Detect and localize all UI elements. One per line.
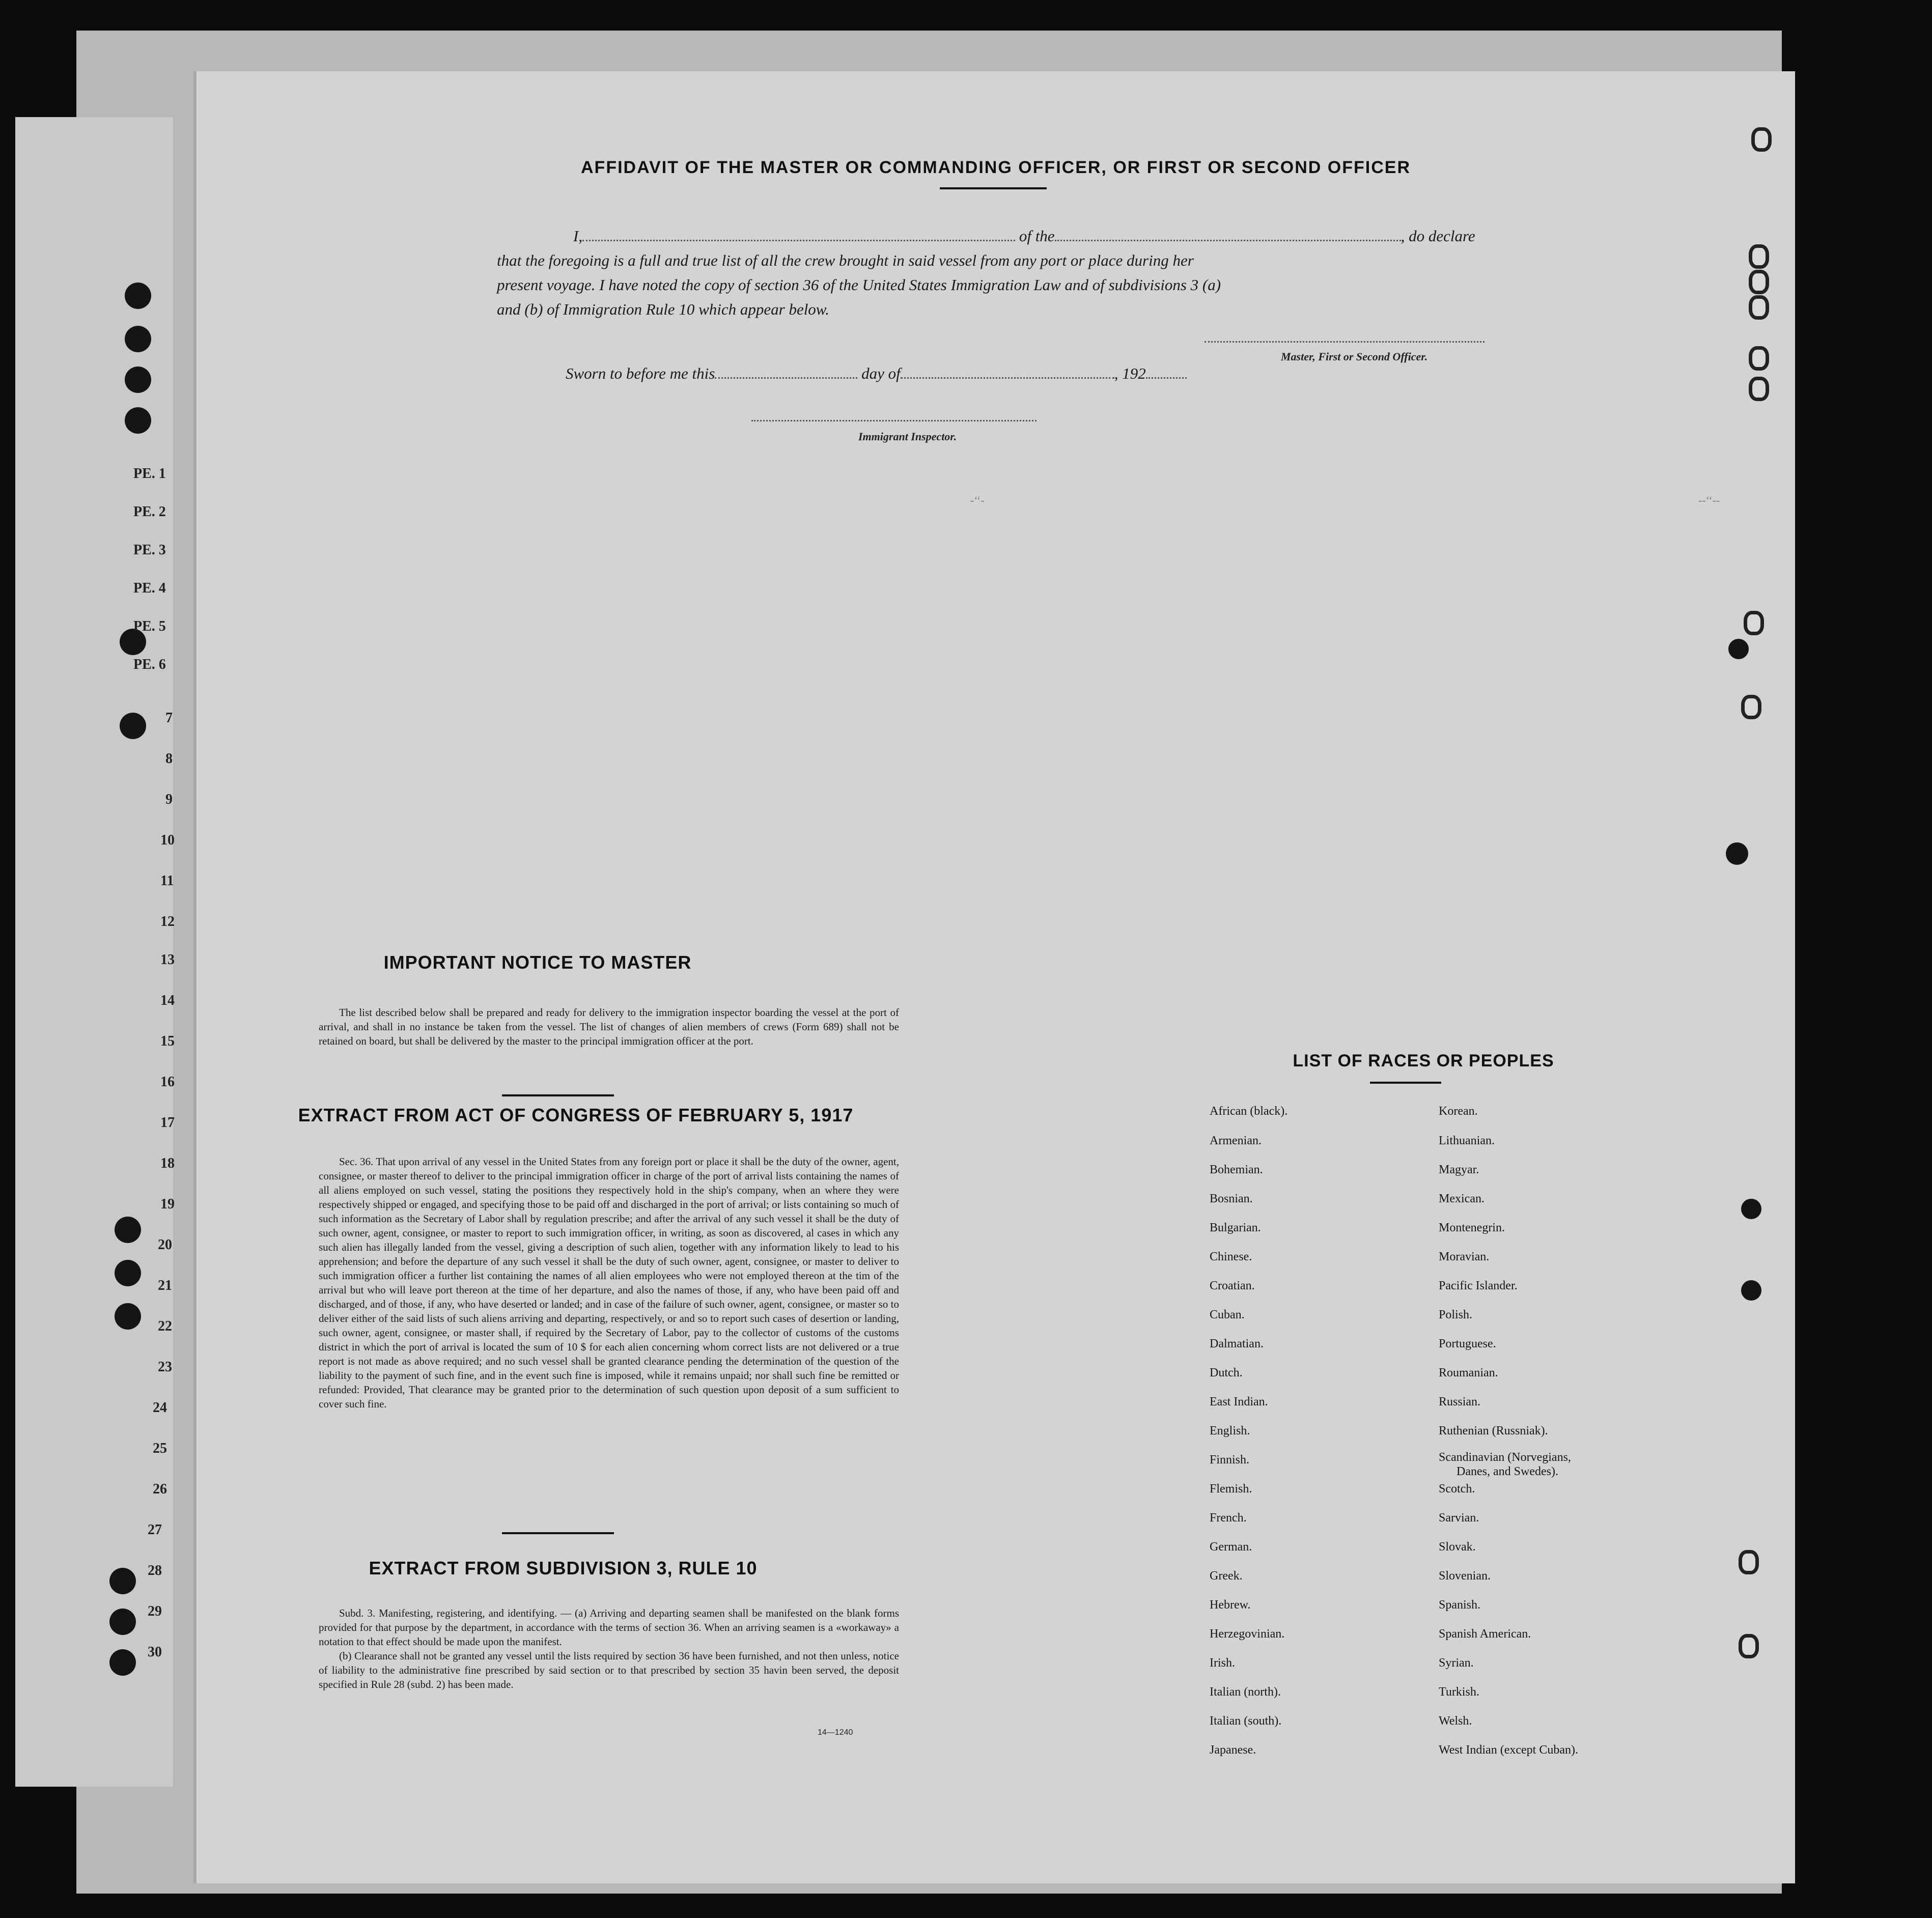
inspector-caption: Immigrant Inspector. bbox=[858, 430, 957, 443]
binding-ring bbox=[1739, 1634, 1759, 1658]
row-number: 20 bbox=[158, 1237, 172, 1253]
punch-hole bbox=[1741, 1199, 1761, 1219]
race-right: Spanish. bbox=[1439, 1598, 1481, 1612]
binding-ring bbox=[1749, 270, 1769, 294]
row-number: 9 bbox=[165, 792, 173, 807]
row-number: 10 bbox=[160, 832, 175, 848]
row-number: 12 bbox=[160, 914, 175, 929]
punch-hole bbox=[109, 1609, 136, 1635]
show-through-mark: -‘‘- bbox=[970, 494, 985, 506]
race-right: Sarvian. bbox=[1439, 1511, 1479, 1525]
race-right: Magyar. bbox=[1439, 1163, 1479, 1176]
row-number: 25 bbox=[153, 1441, 167, 1456]
punch-hole bbox=[125, 283, 151, 309]
row-number: 11 bbox=[160, 873, 174, 889]
row-number: 24 bbox=[153, 1400, 167, 1416]
punch-hole bbox=[125, 326, 151, 352]
inspector-line bbox=[751, 420, 1037, 421]
race-left: Bohemian. bbox=[1210, 1163, 1263, 1176]
race-left: Chinese. bbox=[1210, 1250, 1252, 1263]
year-blank bbox=[1146, 365, 1187, 379]
punch-hole bbox=[109, 1568, 136, 1594]
race-right: Moravian. bbox=[1439, 1250, 1490, 1263]
race-left: German. bbox=[1210, 1540, 1252, 1554]
race-left: English. bbox=[1210, 1424, 1250, 1437]
row-number: PE. 4 bbox=[133, 580, 166, 596]
race-left: Flemish. bbox=[1210, 1482, 1252, 1496]
row-number: PE. 3 bbox=[133, 542, 166, 558]
binding-ring bbox=[1739, 1550, 1759, 1574]
race-left: African (black). bbox=[1210, 1105, 1288, 1118]
act-text: Sec. 36. That upon arrival of any vessel in the United States from any foreign port or place it shall be the duty of the owner, agent, consignee, or master thereof to deliver to the principal immigration officer in charge of the port of arrival lists containing the names of all aliens employed on such vessel, stating the positions they respectively hold in the ship's company, when an where they were respectively shipped or engaged, and specifying those to be paid off and discharged in the port of arrival; or lists containing so much of such information as the Secretary of Labor shall by regulation prescribe; and after the arrival of any such vessel it shall be the duty of such owner, agent, consignee, or master to report to such immigration officer, in writing, as soon as discovered, al cases in which any such alien has illegally landed from the vessel, giving a description of such alien, together with any information likely to lead to his apprehension; and before the departure of any such vessel it shall be the duty of such owner, agent, consignee, or master to deliver to such immigration officer a further list containing the names of all alien employees who were not employed thereon at the tim of the arrival but who will leave port thereon at the time of her departure, and also the names of those, if any, who have been paid off and discharged, and of those, if any, who have deserted or landed; and in case of the failure of such owner, agent, consignee, or master so to deliver either of the said lists of such aliens arriving and departing, respectively, or and so to report such cases of desertion or landing, such owner, agent, consignee, or master shall, if required by the Secretary of Labor, pay to the collector of customs of the customs district in which the port of arrival is located the sum of 10 $ for each alien concerning whom correct lists are not delivered or a true report is not made as above required; and no such vessel shall be granted clearance pending the determination of the question of the liability to the payment of such fine, and in the event such fine is imposed, while it remains unpaid; nor shall such fine be remitted or refunded: Provided, That clearance may be granted prior to the determination of such question upon deposit of a sum sufficient to cover such fine. bbox=[319, 1155, 899, 1410]
sworn-year: , 192 bbox=[1114, 364, 1146, 382]
race-left: French. bbox=[1210, 1511, 1247, 1525]
race-left: Dalmatian. bbox=[1210, 1337, 1264, 1350]
race-right: Korean. bbox=[1439, 1105, 1478, 1118]
row-number: 27 bbox=[148, 1522, 162, 1538]
sworn-prefix: Sworn to before me this bbox=[566, 364, 715, 382]
punch-hole bbox=[125, 407, 151, 434]
race-left: Italian (north). bbox=[1210, 1685, 1281, 1699]
row-number: 28 bbox=[148, 1563, 162, 1578]
declaration-line: that the foregoing is a full and true list of all the crew brought in said vessel from any port or place during her bbox=[497, 251, 1194, 269]
row-number: 17 bbox=[160, 1115, 175, 1131]
row-number: 30 bbox=[148, 1644, 162, 1660]
punch-hole bbox=[115, 1303, 141, 1330]
binding-ring bbox=[1749, 346, 1769, 371]
race-right: Roumanian. bbox=[1439, 1366, 1498, 1379]
binding-ring bbox=[1741, 695, 1761, 719]
race-right: Slovak. bbox=[1439, 1540, 1476, 1554]
race-right: Lithuanian. bbox=[1439, 1134, 1495, 1147]
sworn-line bbox=[566, 361, 1482, 386]
race-right: Turkish. bbox=[1439, 1685, 1479, 1699]
race-right: Polish. bbox=[1439, 1308, 1473, 1321]
declaration-line: present voyage. I have noted the copy of section 36 of the United States Immigration Law and of subdivisions 3 (a) bbox=[497, 276, 1221, 294]
binding-ring bbox=[1749, 244, 1769, 269]
race-right: Danes, and Swedes). bbox=[1457, 1465, 1558, 1478]
vessel-blank bbox=[1055, 228, 1401, 241]
section-divider bbox=[502, 1532, 614, 1534]
declaration bbox=[497, 224, 1678, 322]
punch-hole bbox=[125, 366, 151, 393]
races-underline bbox=[1370, 1082, 1441, 1084]
notice-text: The list described below shall be prepared and ready for delivery to the immigration inspector boarding the vessel at the port of arrival, and shall in no instance be taken from the vessel. The list of changes of alien members of crews (Form 689) shall not be retained on board, but shall be delivered by the master to the principal immigration officer at the port. bbox=[319, 1006, 899, 1047]
row-number: PE. 5 bbox=[133, 618, 166, 634]
binding-ring bbox=[1749, 377, 1769, 401]
race-right: Portuguese. bbox=[1439, 1337, 1496, 1350]
row-number: 16 bbox=[160, 1074, 175, 1090]
section-divider bbox=[502, 1094, 614, 1096]
row-number: PE. 6 bbox=[133, 657, 166, 672]
punch-hole bbox=[115, 1217, 141, 1243]
punch-hole bbox=[120, 713, 146, 739]
title-underline bbox=[940, 187, 1047, 189]
race-left: Cuban. bbox=[1210, 1308, 1245, 1321]
rule-text: Subd. 3. Manifesting, registering, and identifying. — (a) Arriving and departing seamen shall be manifested on the blank forms provided for that purpose by the department, in accordance with the terms of section 36. When an arriving seamen is a «workaway» a notation to that effect should be made upon the manifest. (b) Clearance shall not be granted any vessel until the lists required by section 36 have been furnished, and not then unless, notice of liability to the administrative fine prescribed by said section or to that prescribed by section 35 havin been served, the deposit specified in Rule 28 (subd. 2) has been made. bbox=[319, 1607, 899, 1690]
race-right: Ruthenian (Russniak). bbox=[1439, 1424, 1548, 1437]
binding-ring bbox=[1749, 295, 1769, 320]
row-number: 19 bbox=[160, 1196, 175, 1212]
race-left: Finnish. bbox=[1210, 1453, 1250, 1466]
name-blank bbox=[582, 228, 1015, 241]
row-number: 7 bbox=[165, 710, 173, 726]
race-left: Irish. bbox=[1210, 1656, 1235, 1670]
day-blank bbox=[715, 365, 857, 379]
declaration-i: I, bbox=[573, 227, 583, 245]
punch-hole bbox=[109, 1649, 136, 1676]
binding-ring bbox=[1751, 127, 1772, 152]
race-right: Scotch. bbox=[1439, 1482, 1475, 1496]
races-title: LIST OF RACES OR PEOPLES bbox=[1293, 1051, 1554, 1070]
show-through-mark: --‘‘-- bbox=[1698, 494, 1720, 506]
race-right: Scandinavian (Norvegians, bbox=[1439, 1451, 1571, 1464]
row-number: 18 bbox=[160, 1155, 175, 1171]
race-right: Mexican. bbox=[1439, 1192, 1485, 1205]
signature-line bbox=[1205, 341, 1485, 343]
row-number: 15 bbox=[160, 1033, 175, 1049]
row-number: 29 bbox=[148, 1603, 162, 1619]
race-right: West Indian (except Cuban). bbox=[1439, 1743, 1578, 1757]
race-left: Herzegovinian. bbox=[1210, 1627, 1285, 1641]
race-right: Russian. bbox=[1439, 1395, 1481, 1408]
declaration-of-the: of the bbox=[1019, 227, 1055, 245]
sworn-day-of: day of bbox=[861, 364, 901, 382]
race-right: Montenegrin. bbox=[1439, 1221, 1505, 1234]
race-right: Welsh. bbox=[1439, 1714, 1472, 1728]
form-number: 14—1240 bbox=[818, 1728, 853, 1737]
race-left: Italian (south). bbox=[1210, 1714, 1282, 1728]
race-left: Hebrew. bbox=[1210, 1598, 1251, 1612]
row-number: 22 bbox=[158, 1318, 172, 1334]
row-number: 23 bbox=[158, 1359, 172, 1375]
race-right: Slovenian. bbox=[1439, 1569, 1491, 1583]
row-number: 8 bbox=[165, 751, 173, 767]
punch-hole bbox=[115, 1260, 141, 1286]
row-number: 13 bbox=[160, 952, 175, 968]
row-number: 26 bbox=[153, 1481, 167, 1497]
race-left: Japanese. bbox=[1210, 1743, 1256, 1757]
declaration-line: and (b) of Immigration Rule 10 which appear below. bbox=[497, 300, 829, 318]
row-number: PE. 1 bbox=[133, 466, 166, 482]
row-number: 21 bbox=[158, 1278, 172, 1293]
punch-hole bbox=[1728, 639, 1749, 659]
race-left: Croatian. bbox=[1210, 1279, 1255, 1292]
notice-title: IMPORTANT NOTICE TO MASTER bbox=[383, 952, 692, 973]
race-left: Armenian. bbox=[1210, 1134, 1262, 1147]
race-right: Pacific Islander. bbox=[1439, 1279, 1518, 1292]
punch-hole bbox=[1726, 842, 1748, 865]
race-left: East Indian. bbox=[1210, 1395, 1268, 1408]
affidavit-page bbox=[193, 71, 1795, 1883]
race-left: Bosnian. bbox=[1210, 1192, 1253, 1205]
race-left: Bulgarian. bbox=[1210, 1221, 1261, 1234]
rule-title: EXTRACT FROM SUBDIVISION 3, RULE 10 bbox=[369, 1558, 758, 1578]
binding-ring bbox=[1744, 611, 1764, 635]
punch-hole bbox=[1741, 1280, 1761, 1301]
signature-caption: Master, First or Second Officer. bbox=[1281, 350, 1428, 363]
affidavit-title: AFFIDAVIT OF THE MASTER OR COMMANDING OFFICER, OR FIRST OR SECOND OFFICER bbox=[581, 158, 1411, 177]
race-right: Syrian. bbox=[1439, 1656, 1474, 1670]
race-left: Dutch. bbox=[1210, 1366, 1243, 1379]
row-number: PE. 2 bbox=[133, 504, 166, 520]
month-blank bbox=[901, 365, 1114, 379]
race-right: Spanish American. bbox=[1439, 1627, 1531, 1641]
race-left: Greek. bbox=[1210, 1569, 1243, 1583]
row-number: 14 bbox=[160, 993, 175, 1008]
declaration-do-declare: , do declare bbox=[1401, 227, 1475, 245]
act-title: EXTRACT FROM ACT OF CONGRESS OF FEBRUARY 5, 1917 bbox=[298, 1105, 854, 1125]
